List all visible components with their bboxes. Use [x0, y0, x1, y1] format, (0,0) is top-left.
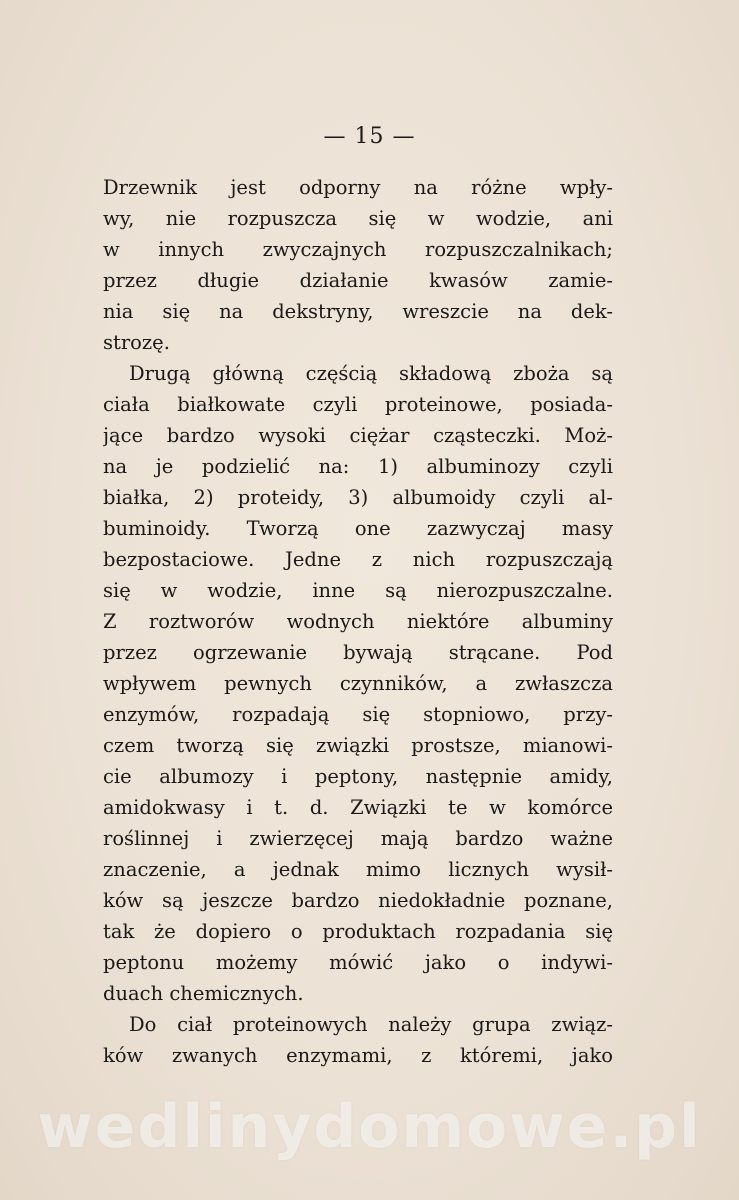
text-line: ków są jeszcze bardzo niedokładnie poznane, — [103, 889, 613, 912]
text-line: jące bardzo wysoki ciężar cząsteczki. Moż- — [103, 424, 613, 447]
text-line: Drugą główną częścią składową zboża są — [129, 362, 613, 385]
text-line: białka, 2) proteidy, 3) albumoidy czyli al- — [103, 486, 613, 509]
text-line: znaczenie, a jednak mimo licznych wysił- — [103, 858, 613, 881]
text-line: przez długie działanie kwasów zamie- — [103, 269, 613, 292]
body-text — [103, 172, 613, 1071]
text-line: wy, nie rozpuszcza się w wodzie, ani — [103, 207, 613, 230]
text-line: strozę. — [103, 331, 170, 354]
text-line: buminoidy. Tworzą one zazwyczaj masy — [103, 517, 613, 540]
text-line: na je podzielić na: 1) albuminozy czyli — [103, 455, 613, 478]
text-line: tak że dopiero o produktach rozpadania się — [103, 920, 613, 943]
text-line: ków zwanych enzymami, z któremi, jako — [103, 1044, 613, 1067]
text-line: ciała białkowate czyli proteinowe, posiada- — [103, 393, 613, 416]
text-line: peptonu możemy mówić jako o indywi- — [103, 951, 613, 974]
text-line: duach chemicznych. — [103, 982, 304, 1005]
text-line: przez ogrzewanie bywają strącane. Pod — [103, 641, 613, 664]
watermark: wedlinydomowe.pl — [37, 1092, 702, 1162]
text-line: Z roztworów wodnych niektóre albuminy — [103, 610, 613, 633]
page-number: — 15 — — [323, 124, 416, 149]
text-line: się w wodzie, inne są nierozpuszczalne. — [103, 579, 613, 602]
text-line: w innych zwyczajnych rozpuszczalnikach; — [103, 238, 613, 261]
text-line: nia się na dekstryny, wreszcie na dek- — [103, 300, 613, 323]
text-line: enzymów, rozpadają się stopniowo, przy- — [103, 703, 613, 726]
text-line: cie albumozy i peptony, następnie amidy, — [103, 765, 613, 788]
text-line: Drzewnik jest odporny na różne wpły- — [103, 176, 613, 199]
text-line: czem tworzą się związki prostsze, mianowi- — [103, 734, 613, 757]
text-line: wpływem pewnych czynników, a zwłaszcza — [103, 672, 613, 695]
text-line: amidokwasy i t. d. Związki te w komórce — [103, 796, 613, 819]
text-line: bezpostaciowe. Jedne z nich rozpuszczają — [103, 548, 613, 571]
text-line: roślinnej i zwierzęcej mają bardzo ważne — [103, 827, 613, 850]
text-line: Do ciał proteinowych należy grupa związ- — [129, 1013, 613, 1036]
